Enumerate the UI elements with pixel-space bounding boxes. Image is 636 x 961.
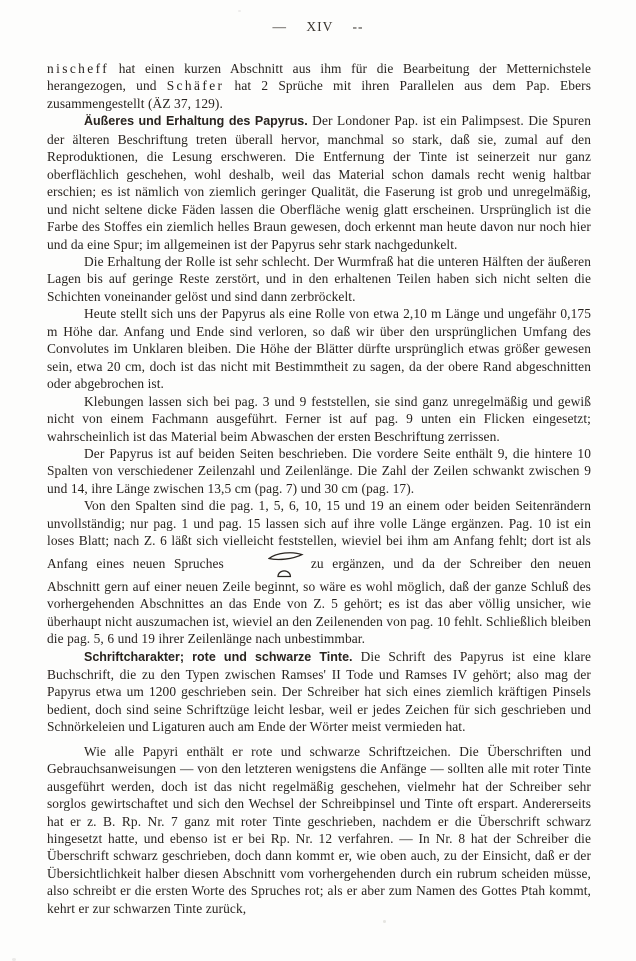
paragraph [47, 393, 591, 445]
paragraph [47, 112, 591, 253]
text-run: Wie alle Papyri enthält er rote und schwarze Schriftzeichen. Die Überschriften und Gebrauchsanweisungen — von den letzteren wenigstens die Anfänge — sollten alle mit roter Tinte ausgeführt werden, doch ist das nicht regelmäßig geschehen, vielmehr hat der Schreiber sehr sorglos gewirtschaftet und sich den Wechsel der Schreibpinsel und Tinte oft erspart. Andererseits hat er z. B. Rp. Nr. 7 ganz mit roter Tinte geschrieben, nachdem er die Überschrift schwarz hingesetzt hatte, und ebenso ist er bei Rp. Nr. 12 verfahren. — In Nr. 8 hat der Schreiber die Überschrift schwarz geschrieben, doch dann kommt er, wie oben auch, zu der Einsicht, daß er der Übersichtlichkeit halber diesen Abschnitt vom vorhergehenden durch ein rubrum scheiden müsse, also schreibt er die ersten Worte des Spruches rot; als er aber zum Namen des Gottes Ptah kommt, kehrt er zur schwarzen Tinte zurück, [47, 743, 591, 916]
paragraph [47, 305, 591, 392]
text-run: Von den Spalten sind die pag. 1, 5, 6, 10, 15 und 19 an einem oder beiden Seitenrändern unvollständig; nur pag. 1 und pag. 15 lassen sich auf ihre volle Länge ergänzen. Pag. 10 ist ein loses Blatt; nach Z. 6 läßt sich vielleicht feststellen, wieviel bei ihm am Anfang fehlt; dort ist als Anfang eines neuen Spruches [47, 498, 591, 571]
paragraph [47, 60, 591, 112]
scan-speck [238, 10, 241, 12]
scan-speck [383, 920, 386, 923]
text-run: nischeff [47, 61, 110, 76]
text-run: Der Papyrus ist auf beiden Seiten beschrieben. Die vordere Seite enthält 9, die hintere 10 Spalten von verschiedener Zeilenzahl und Zeilenlänge. Die Zahl der Zeilen schwankt zwischen 9 und 14, ihre Länge zwischen 13,5 cm (pag. 7) und 30 cm (pag. 17). [47, 445, 591, 496]
text-run: Die Erhaltung der Rolle ist sehr schlecht. Der Wurmfraß hat die unteren Hälften der äußeren Lagen bis auf geringe Reste zerstört, und in den erhaltenen Teilen haben sich nicht selten die Schichten voneinander gelöst und sind dann zerbröckelt. [47, 253, 591, 304]
text-run: zu ergänzen, und da der Schreiber den neuen Abschnitt gern auf einer neuen Zeile beginnt, so wäre es wohl möglich, daß der ganze Schluß des vorhergehenden Abschnittes an das Ende von Z. 5 gehört; es ist das aber völlig unsicher, wie überhaupt nicht auszumachen ist, wieviel an den Zeilenenden von pag. 10 fehlt. Schließlich bleiben die pag. 5, 6 und 19 ihrer Zeilenlänge nach unbestimmbar. [47, 555, 592, 647]
paragraph [47, 253, 591, 305]
text-run: hat 2 Sprüche mit ihren Parallelen aus dem Pap. Ebers zusammengestellt (ÄZ 37, 129). [47, 78, 592, 111]
paragraph [47, 648, 591, 736]
text-run: Die Schrift des Papyrus ist eine klare Buchschrift, die zu den Typen zwischen Ramses' II Tode und Ramses IV gehört; also mag der Papyrus etwa um 1200 geschrieben sein. Der Schreiber hat sich eines ziemlich kräftigen Pinsels bedient, doch sind seine Schriftzüge leicht lesbar, weil er jedes Zeichen für sich geschrieben und Schnörkeleien und Ligaturen auch am Ende der Wörter meist vermieden hat. [47, 648, 591, 735]
paragraph [47, 497, 591, 647]
paragraph [47, 743, 591, 918]
running-head-page-number: — XIV -- [272, 19, 364, 34]
section-heading: Äußeres und Erhaltung des Papyrus. [84, 114, 308, 129]
hieroglyph-spruch-icon [231, 550, 304, 578]
text-run: Klebungen lassen sich bei pag. 3 und 9 feststellen, sie sind ganz unregelmäßig und gewiß nicht von einem Fachmann ausgeführt. Ferner ist auf pag. 9 unten ein Flicken eingesetzt; wahrscheinlich ist das Material beim Abwaschen der ersten Beschriftung zerrissen. [47, 393, 591, 444]
text-run: hat einen kurzen Abschnitt aus ihm für die Bearbeitung der Metternichstele herangezogen, und [47, 61, 591, 94]
paragraph [47, 445, 591, 497]
text-run: Der Londoner Pap. ist ein Palimpsest. Die Spuren der älteren Beschriftung treten überall hervor, manchmal so stark, daß sie, zumal auf den Reproduktionen, die Lesung erschweren. Die Entfernung der Tinte ist seinerzeit nur ganz oberflächlich geschehen, wohl deshalb, weil das Material schon damals recht wenig haltbar erschien; es ist nämlich von ziemlich geringer Qualität, die Faserung ist grob und unregelmäßig, und nicht seltene dicke Fäden lassen die Oberfläche wenig glatt erscheinen. Ursprünglich ist die Farbe des Stoffes ein ziemlich helles Braun gewesen, doch erkennt man heute davon nur noch hier und da eine Spur; im allgemeinen ist der Papyrus sehr stark nachgedunkelt. [47, 113, 591, 252]
text-block [0, 35, 636, 917]
text-run: Schäfer [166, 78, 225, 94]
section-heading: Schriftcharakter; rote und schwarze Tinte. [84, 649, 353, 664]
text-run: Heute stellt sich uns der Papyrus als eine Rolle von etwa 2,10 m Länge und ungefähr 0,175 m Höhe dar. Anfang und Ende sind verloren, so daß wir über den ursprünglichen Umfang des Convolutes im Unklaren bleiben. Die Höhe der Blätter dürfte ursprünglich etwas größer gewesen sein, etwa 20 cm, doch ist das nicht mit Bestimmtheit zu sagen, da der obere Rand abgeschnitten oder abgebrochen ist. [47, 306, 591, 392]
